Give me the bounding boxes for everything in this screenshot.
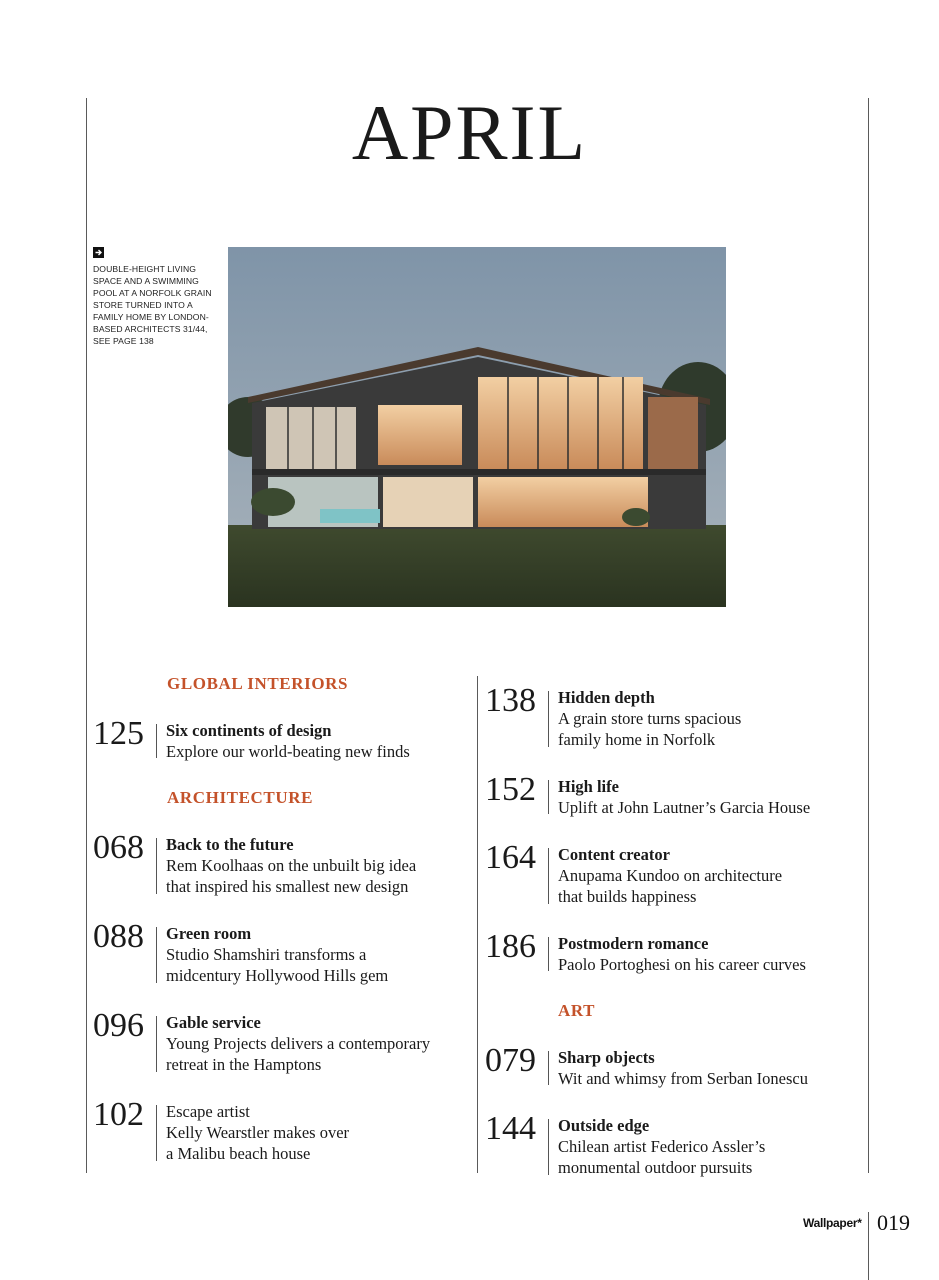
toc-entry[interactable] [93, 918, 473, 989]
toc-entry-text [166, 1012, 430, 1075]
toc-headline: Content creator [558, 845, 670, 864]
toc-entry-text [558, 933, 806, 975]
toc-description: midcentury Hollywood Hills gem [166, 966, 389, 985]
entry-divider [156, 724, 157, 758]
toc-description: retreat in the Hamptons [166, 1055, 322, 1074]
toc-page-number: 186 [485, 928, 536, 965]
toc-description: Paolo Portoghesi on his career curves [558, 955, 806, 974]
toc-entry[interactable] [485, 928, 860, 977]
center-column-rule [477, 676, 478, 1173]
toc-page-number: 138 [485, 682, 536, 719]
entry-divider [156, 1016, 157, 1072]
toc-description: A grain store turns spacious [558, 709, 742, 728]
toc-description: family home in Norfolk [558, 730, 716, 749]
footer-rule [868, 1212, 869, 1280]
toc-entry-text [558, 1047, 808, 1089]
toc-headline: High life [558, 777, 619, 796]
toc-entry[interactable] [93, 1007, 473, 1078]
toc-headline: Hidden depth [558, 688, 655, 707]
toc-entry[interactable] [485, 1042, 860, 1091]
folio-page-number: 019 [877, 1210, 910, 1235]
toc-description: Chilean artist Federico Assler’s [558, 1137, 766, 1156]
toc-entry[interactable] [485, 682, 860, 753]
toc-description: Kelly Wearstler makes over [166, 1123, 350, 1142]
brand-logo: Wallpaper* [803, 1216, 862, 1230]
toc-entry-text [166, 1101, 349, 1164]
right-frame-rule [868, 98, 869, 1173]
toc-entry-text [558, 844, 782, 907]
left-frame-rule [86, 98, 87, 1173]
toc-entry-text [558, 687, 741, 750]
toc-description: a Malibu beach house [166, 1144, 311, 1163]
entry-divider [156, 927, 157, 983]
toc-headline: Green room [166, 924, 252, 943]
page-title: APRIL [351, 89, 588, 176]
toc-headline: Escape artist [166, 1102, 250, 1121]
toc-headline: Sharp objects [558, 1048, 655, 1067]
toc-headline: Gable service [166, 1013, 261, 1032]
toc-headline: Back to the future [166, 835, 294, 854]
toc-description: Anupama Kundoo on architecture [558, 866, 783, 885]
toc-page-number: 164 [485, 839, 536, 876]
toc-entry-text [166, 720, 410, 762]
toc-page-number: 068 [93, 829, 144, 866]
toc-description: Rem Koolhaas on the unbuilt big idea [166, 856, 417, 875]
toc-page-number: 088 [93, 918, 144, 955]
toc-description: Explore our world-beating new finds [166, 742, 410, 761]
toc-page-number: 079 [485, 1042, 536, 1079]
toc-entry-text [166, 923, 388, 986]
toc-entry[interactable] [485, 771, 860, 820]
toc-entry[interactable] [485, 1110, 860, 1181]
toc-page-number: 144 [485, 1110, 536, 1147]
section-heading-architecture: ARCHITECTURE [167, 788, 314, 807]
arrow-right-icon [93, 247, 104, 258]
entry-divider [548, 691, 549, 747]
toc-headline: Outside edge [558, 1116, 650, 1135]
toc-headline: Six continents of design [166, 721, 332, 740]
entry-divider [548, 780, 549, 814]
entry-divider [156, 1105, 157, 1161]
grain-store-house-photo [228, 247, 726, 607]
entry-divider [156, 838, 157, 894]
entry-divider [548, 937, 549, 971]
toc-description: Wit and whimsy from Serban Ionescu [558, 1069, 808, 1088]
toc-description: Uplift at John Lautner’s Garcia House [558, 798, 811, 817]
toc-description: that builds happiness [558, 887, 697, 906]
toc-description: that inspired his smallest new design [166, 877, 409, 896]
toc-headline: Postmodern romance [558, 934, 709, 953]
toc-page-number: 152 [485, 771, 536, 808]
toc-entry-text [558, 776, 810, 818]
entry-divider [548, 848, 549, 904]
toc-description: monumental outdoor pursuits [558, 1158, 753, 1177]
toc-entry-text [166, 834, 416, 897]
toc-page-number: 102 [93, 1096, 144, 1133]
toc-entry[interactable] [485, 839, 860, 910]
toc-page-number: 125 [93, 715, 144, 752]
toc-entry[interactable] [93, 1096, 473, 1167]
toc-description: Young Projects delivers a contemporary [166, 1034, 431, 1053]
toc-entry[interactable] [93, 715, 473, 764]
entry-divider [548, 1051, 549, 1085]
toc-entry[interactable] [93, 829, 473, 900]
toc-description: Studio Shamshiri transforms a [166, 945, 367, 964]
section-heading-global-interiors: GLOBAL INTERIORS [167, 674, 349, 693]
section-heading-art: ART [558, 1001, 596, 1020]
toc-page-number: 096 [93, 1007, 144, 1044]
photo-caption: DOUBLE-HEIGHT LIVING SPACE AND A SWIMMING POOL AT A NORFOLK GRAIN STORE TURNED INTO A FAMILY HOME BY LONDON-BASED ARCHITECTS 31/44, SEE PAGE 138 [93, 264, 212, 346]
entry-divider [548, 1119, 549, 1175]
toc-entry-text [558, 1115, 765, 1178]
